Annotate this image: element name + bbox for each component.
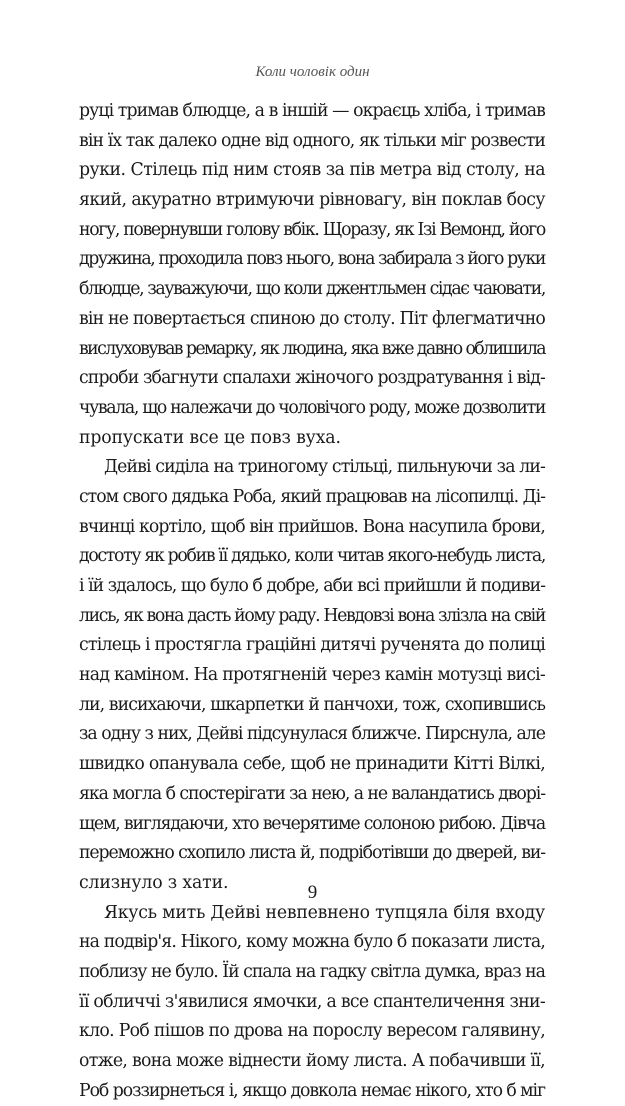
text-line: Якусь мить Дейві невпевнено тупцяла біля входу xyxy=(104,902,545,923)
text-line: дружина, проходила повз нього, вона забирала з його руки xyxy=(79,249,546,270)
text-line: за одну з них, Дейві підсунулася ближче. Пирснула, але xyxy=(79,724,545,745)
running-head: Коли чоловік один xyxy=(255,64,370,80)
text-line: переможно схопило листа й, подріботівши до дверей, ви- xyxy=(79,843,546,864)
text-line: лись, як вона дасть йому раду. Невдовзі вона злізла на свій xyxy=(79,605,546,626)
text-line: і їй здалось, що було б добре, аби всі прийшли й подиви- xyxy=(79,576,545,596)
page-number: 9 xyxy=(307,882,318,903)
text-line: пропускати все це повз вуха. xyxy=(79,427,341,448)
text-line: вчинці кортіло, щоб він прийшов. Вона насупила брови, xyxy=(79,516,545,537)
text-line: Роб роззирнеться і, якщо довкола немає нікого, хто б міг xyxy=(79,1080,546,1101)
text-line: достоту як робив її дядько, коли читав якого-небудь листа, xyxy=(79,546,545,567)
text-line: стом свого дядька Роба, який працював на лісопилці. Ді- xyxy=(79,486,546,507)
text-line: ногу, повернувши голову вбік. Щоразу, як Ізі Вемонд, його xyxy=(79,219,546,240)
text-line: спроби збагнути спалахи жіночого роздратування і від- xyxy=(79,368,545,389)
body-text xyxy=(79,97,545,1106)
text-line: отже, вона може віднести йому листа. А побачивши її, xyxy=(79,1051,545,1071)
text-line: який, акуратно втримуючи рівновагу, він поклав босу xyxy=(79,190,546,211)
text-line: над каміном. На протягненій через камін мотузці висі- xyxy=(79,665,546,686)
text-line: Дейві сиділа на триногому стільці, пильнуючи за ли- xyxy=(104,457,545,478)
paragraph-2 xyxy=(79,453,545,898)
paragraph-1 xyxy=(79,97,545,453)
paragraph-3 xyxy=(79,899,545,1106)
text-line: її обличчі з'явилися ямочки, а все спантеличення зни- xyxy=(79,991,545,1012)
text-line: стілець і простягла грацiйні дитячі рученята до полиці xyxy=(79,635,546,656)
text-line: поблизу не було. Їй спала на гадку світла думка, враз на xyxy=(79,961,545,982)
text-line: ли, висихаючи, шкарпетки й панчохи, тож, схопившись xyxy=(79,694,545,715)
text-line: блюдце, зауважуючи, що коли джентльмен сідає чаювати, xyxy=(79,279,545,300)
text-line: він їх так далеко одне від одного, як тільки міг розвести xyxy=(79,130,545,151)
text-line: яка могла б спостерігати за нею, а не валандатись дворі- xyxy=(79,783,545,804)
text-line: чувала, що належачи до чоловічого роду, може дозволити xyxy=(79,397,546,418)
text-line: руки. Стілець під ним стояв за пів метра від столу, на xyxy=(79,160,546,181)
text-line: руці тримав блюдце, а в іншій — окраєць хліба, і тримав xyxy=(79,101,545,121)
text-line: слизнуло з хати. xyxy=(79,872,229,893)
text-line: щем, виглядаючи, хто вечерятиме солоною рибою. Дівча xyxy=(79,813,546,834)
text-line: вислуховував ремарку, як людина, яка вже давно облишила xyxy=(79,338,545,359)
text-line: кло. Роб пішов по дрова на порослу вересом галявину, xyxy=(79,1021,546,1042)
text-line: швидко опанувала себе, щоб не принадити Кітті Вілкі, xyxy=(79,754,546,775)
text-line: на подвір'я. Нікого, кому можна було б показати листа, xyxy=(79,932,545,953)
text-line: він не повертається спиною до столу. Піт флегматично xyxy=(79,308,546,329)
